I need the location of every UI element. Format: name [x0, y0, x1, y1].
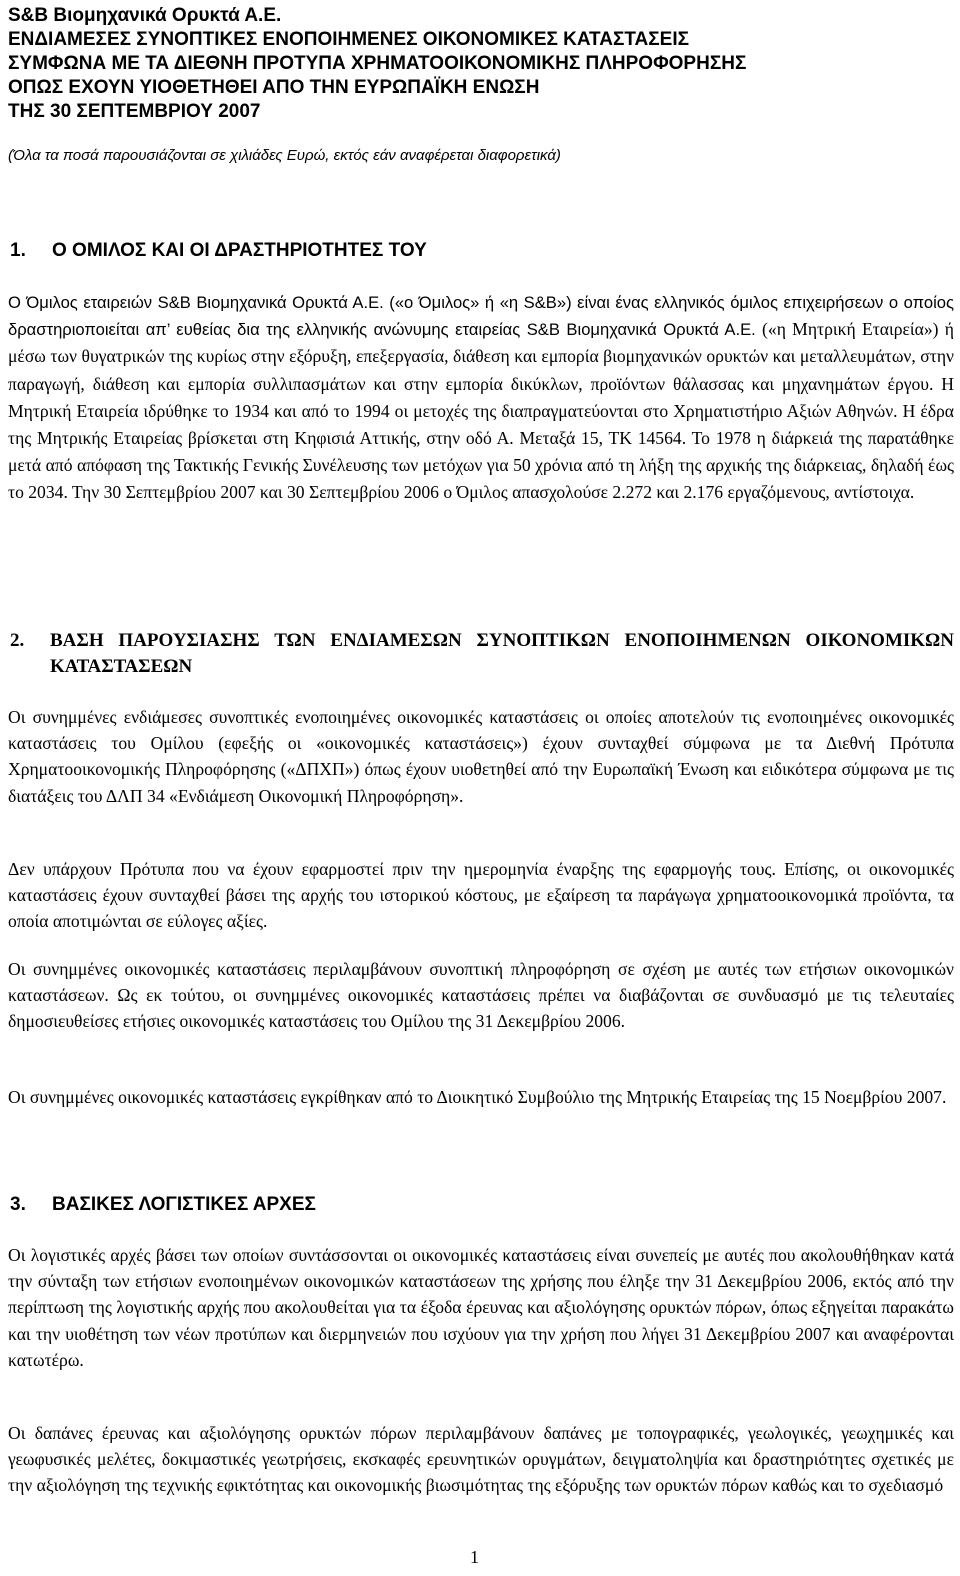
section-1-paragraph — [8, 290, 954, 507]
section-1-paragraph-part-a: Ο Όμιλος εταιρειών S&B Βιομηχανικά Ορυκτά Α.Ε. («ο Όμιλος» ή «η S&B») είναι ένας ελληνικός όμιλος επιχειρήσεων ο οποίος δραστηριοποιείται απ’ ευθείας δια της ελληνικής ανώνυμης εταιρείας S&B Βιομηχανικά Ορυκτά Α.Ε. — [8, 293, 954, 340]
company-name: S&B Βιομηχανικά Ορυκτά Α.Ε. — [8, 5, 282, 26]
section-2-number: 2. — [10, 630, 25, 651]
currency-note: (Όλα τα ποσά παρουσιάζονται σε χιλιάδες Ευρώ, εκτός εάν αναφέρεται διαφορετικά) — [8, 147, 561, 164]
report-title-line-2: ΣΥΜΦΩΝΑ ΜΕ ΤΑ ΔΙΕΘΝΗ ΠΡΟΤΥΠΑ ΧΡΗΜΑΤΟΟΙΚΟΝΟΜΙΚΗΣ ΠΛΗΡΟΦΟΡΗΣΗΣ — [8, 53, 747, 74]
section-2-paragraph-4: Οι συνημμένες οικονομικές καταστάσεις εγκρίθηκαν από το Διοικητικό Συμβούλιο της Μητρικής Εταιρείας της 15 Νοεμβρίου 2007. — [8, 1087, 947, 1107]
section-2-title: ΒΑΣΗ ΠΑΡΟΥΣΙΑΣΗΣ ΤΩΝ ΕΝΔΙΑΜΕΣΩΝ ΣΥΝΟΠΤΙΚΩΝ ΕΝΟΠΟΙΗΜΕΝΩΝ ΟΙΚΟΝΟΜΙΚΩΝ ΚΑΤΑΣΤΑΣΕΩΝ — [50, 630, 954, 677]
report-date: ΤΗΣ 30 ΣΕΠΤΕΜΒΡΙΟΥ 2007 — [8, 101, 261, 122]
report-title-line-1: ΕΝΔΙΑΜΕΣΕΣ ΣΥΝΟΠΤΙΚΕΣ ΕΝΟΠΟΙΗΜΕΝΕΣ ΟΙΚΟΝΟΜΙΚΕΣ ΚΑΤΑΣΤΑΣΕΙΣ — [8, 29, 690, 50]
section-3-number: 3. — [10, 1194, 26, 1215]
section-3-title: ΒΑΣΙΚΕΣ ΛΟΓΙΣΤΙΚΕΣ ΑΡΧΕΣ — [52, 1194, 316, 1215]
section-1-number: 1. — [10, 240, 26, 261]
section-3-paragraph-2: Οι δαπάνες έρευνας και αξιολόγησης ορυκτών πόρων περιλαμβάνουν δαπάνες με τοπογραφικές, γεωλογικές, γεωχημικές και γεωφυσικές μελέτες, δοκιμαστικές γεωτρήσεις, εκσκαφές ερευνητικών ορυγμάτων, δειγματοληψία και δραστηριότητες σχετικές με την αξιολόγηση της τεχνικής εφικτότητας και οικονομικής βιωσιμότητας της εξόρυξης των ορυκτών πόρων καθώς και το σχεδιασμό — [8, 1423, 954, 1496]
section-1-paragraph-part-b: («η Μητρική Εταιρεία») ή μέσω των θυγατρικών της κυρίως στην εξόρυξη, επεξεργασία, διάθεση και εμπορία βιομηχανικών ορυκτών και μεταλλευμάτων, στην παραγωγή, διάθεση και εμπορία συλλιπασμάτων και στην εμπορία δικύκλων, προϊόντων θάλασσας και μηχανημάτων έργου. Η Μητρική Εταιρεία ιδρύθηκε το 1934 και από το 1994 οι μετοχές της διαπραγματεύονται στο Χρηματιστήριο Αξιών Αθηνών. Η έδρα της Μητρικής Εταιρείας βρίσκεται στη Κηφισιά Αττικής, στην οδό Α. Μεταξά 15, ΤΚ 14564. Το 1978 η διάρκειά της παρατάθηκε μετά από απόφαση της Τακτικής Γενικής Συνέλευσης των μετόχων για 50 χρόνια από τη λήξη της αρχικής της διάρκειας, δηλαδή έως το 2034. Την 30 Σεπτεμβρίου 2007 και 30 Σεπτεμβρίου 2006 ο Όμιλος απασχολούσε 2.272 και 2.176 εργαζόμενους, αντίστοιχα. — [8, 319, 954, 503]
section-2-paragraph-3: Οι συνημμένες οικονομικές καταστάσεις περιλαμβάνουν συνοπτική πληροφόρηση σε σχέση με αυτές των ετήσιων οικονομικών καταστάσεων. Ως εκ τούτου, οι συνημμένες οικονομικές καταστάσεις πρέπει να διαβάζονται σε συνδυασμό με τις τελευταίες δημοσιευθείσες ετήσιες οικονομικές καταστάσεις του Ομίλου της 31 Δεκεμβρίου 2006. — [8, 959, 954, 1032]
section-2-paragraph-2: Δεν υπάρχουν Πρότυπα που να έχουν εφαρμοστεί πριν την ημερομηνία έναρξης της εφαρμογής τους. Επίσης, οι οικονομικές καταστάσεις έχουν συνταχθεί βάσει της αρχής του ιστορικού κόστους, με εξαίρεση τα παράγωγα χρηματοοικονομικά προϊόντα, τα οποία αποτιμώνται σε εύλογες αξίες. — [8, 859, 954, 932]
page-number: 1 — [470, 1547, 479, 1567]
section-2-paragraph-1: Οι συνημμένες ενδιάμεσες συνοπτικές ενοποιημένες οικονομικές καταστάσεις οι οποίες αποτελούν τις ενοποιημένες οικονομικές καταστάσεις του Ομίλου (εφεξής οι «οικονομικές καταστάσεις») έχουν συνταχθεί σύμφωνα με τα Διεθνή Πρότυπα Χρηματοοικονομικής Πληροφόρησης («ΔΠΧΠ») όπως έχουν υιοθετηθεί από την Ευρωπαϊκή Ένωση και ειδικότερα σύμφωνα με τις διατάξεις του ΔΛΠ 34 «Ενδιάμεση Οικονομική Πληροφόρηση». — [8, 707, 954, 806]
section-3-paragraph-1: Οι λογιστικές αρχές βάσει των οποίων συντάσσονται οι οικονομικές καταστάσεις είναι συνεπείς με αυτές που ακολουθήθηκαν κατά την σύνταξη των ετήσιων ενοποιημένων οικονομικών καταστάσεων της χρήσης που έληξε την 31 Δεκεμβρίου 2006, εκτός από την περίπτωση της λογιστικής αρχής που ακολουθείται για τα έξοδα έρευνας και αξιολόγησης ορυκτών πόρων, όπως εξηγείται παρακάτω και την υιοθέτηση των νέων προτύπων και διερμηνειών που ισχύουν για την χρήση που λήγει 31 Δεκεμβρίου 2007 και αναφέρονται κατωτέρω. — [8, 1245, 954, 1370]
report-title-line-3: ΟΠΩΣ ΕΧΟΥΝ ΥΙΟΘΕΤΗΘΕΙ ΑΠΟ ΤΗΝ ΕΥΡΩΠΑΪΚΗ ΕΝΩΣΗ — [8, 77, 540, 98]
section-1-title: Ο ΟΜΙΛΟΣ ΚΑΙ ΟΙ ΔΡΑΣΤΗΡΙΟΤΗΤΕΣ ΤΟΥ — [52, 240, 427, 261]
